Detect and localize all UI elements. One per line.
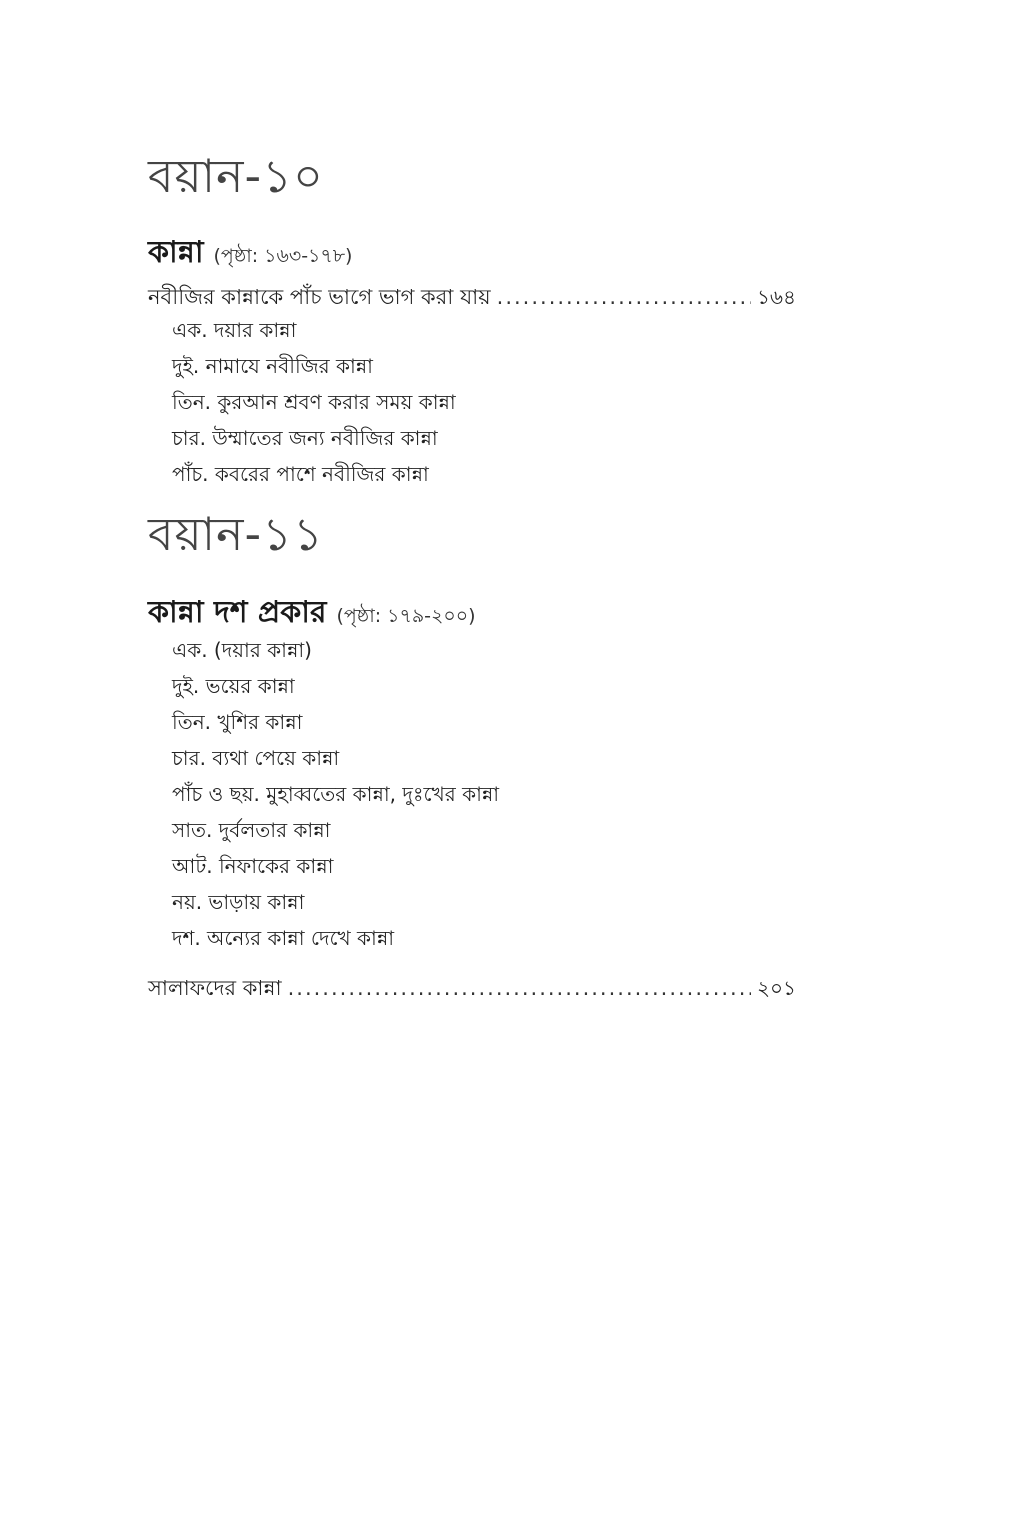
list-item: তিন. খুশির কান্না bbox=[172, 710, 303, 734]
toc-entry-page: ২০১ bbox=[757, 976, 796, 1000]
list-item: এক. (দয়ার কান্না) bbox=[172, 638, 312, 662]
list-item: পাঁচ. কবরের পাশে নবীজির কান্না bbox=[172, 462, 429, 486]
list-item: চার. উম্মাতের জন্য নবীজির কান্না bbox=[172, 426, 438, 450]
list-item: তিন. কুরআন শ্রবণ করার সময় কান্না bbox=[172, 390, 456, 414]
list-item: সাত. দুর্বলতার কান্না bbox=[172, 818, 331, 842]
toc-entry[interactable] bbox=[148, 972, 796, 1007]
list-item: দুই. ভয়ের কান্না bbox=[172, 674, 295, 698]
sub-topic-list-11 bbox=[172, 632, 499, 956]
chapter-page-range: (পৃষ্ঠা: ১৭৯-২০০) bbox=[336, 605, 476, 627]
chapter-title: কান্না bbox=[148, 235, 204, 270]
list-item: নয়. ভাড়ায় কান্না bbox=[172, 890, 305, 914]
list-item: এক. দয়ার কান্না bbox=[172, 318, 297, 342]
list-item: আট. নিফাকের কান্না bbox=[172, 854, 334, 878]
dot-leader bbox=[288, 976, 751, 1000]
toc-entry-label: নবীজির কান্নাকে পাঁচ ভাগে ভাগ করা যায় bbox=[148, 285, 491, 309]
list-item: পাঁচ ও ছয়. মুহাব্বতের কান্না, দুঃখের কান্না bbox=[172, 782, 500, 806]
chapter-title: কান্না দশ প্রকার bbox=[148, 595, 327, 630]
toc-entry[interactable] bbox=[148, 281, 796, 316]
list-item: দুই. নামাযে নবীজির কান্না bbox=[172, 354, 373, 378]
toc-entry-page: ১৬৪ bbox=[757, 285, 796, 309]
chapter-10 bbox=[148, 228, 352, 279]
section-heading-11: বয়ান-১১ bbox=[148, 507, 324, 561]
list-item: দশ. অন্যের কান্না দেখে কান্না bbox=[172, 926, 395, 950]
sub-topic-list-10 bbox=[172, 312, 456, 492]
dot-leader bbox=[497, 285, 751, 309]
chapter-page-range: (পৃষ্ঠা: ১৬৩-১৭৮) bbox=[213, 245, 353, 267]
toc-entry-label: সালাফদের কান্না bbox=[148, 976, 282, 1000]
section-heading-10: বয়ান-১০ bbox=[148, 149, 324, 203]
list-item: চার. ব্যথা পেয়ে কান্না bbox=[172, 746, 340, 770]
